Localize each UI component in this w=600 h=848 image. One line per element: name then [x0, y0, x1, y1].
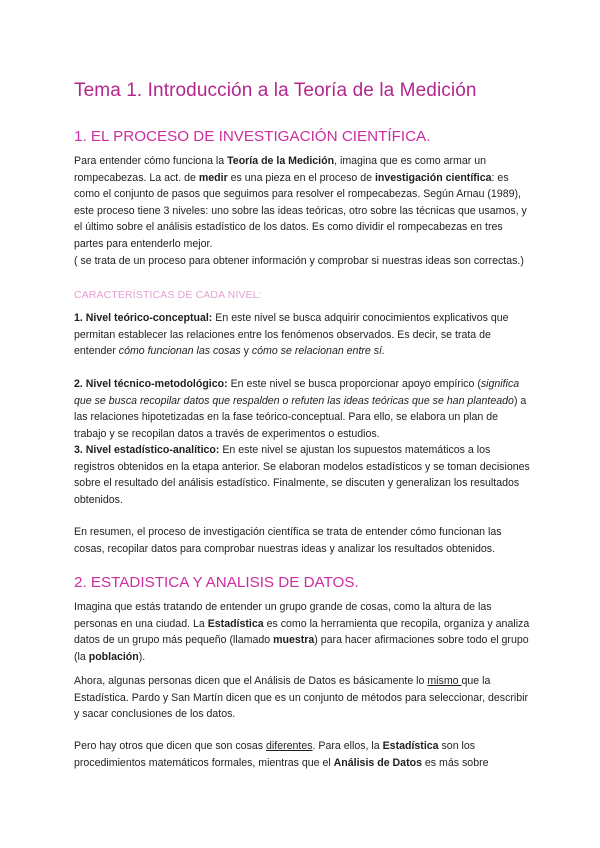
section-2-paragraph-3: Pero hay otros que dicen que son cosas diferentes. Para ellos, la Estadística son los procedimientos matemáticos formales, mientras que el Análisis de Datos es más sobre [74, 740, 489, 769]
page-title: Tema 1. Introducción a la Teoría de la Medición [74, 80, 477, 101]
level-1-label: 1. Nivel teórico-conceptual: [74, 312, 213, 324]
section-1-heading: 1. EL PROCESO DE INVESTIGACIÓN CIENTÍFICA. [74, 128, 431, 145]
section-2-paragraph-1: Imagina que estás tratando de entender un grupo grande de cosas, como la altura de las personas en una ciudad. La Estadística es como la herramienta que recopila, organiza y analiza datos de un grupo más pequeño (llamado muestra) para hacer afirmaciones sobre todo el grupo (la población). [74, 601, 530, 663]
summary-paragraph: En resumen, el proceso de investigación científica se trata de entender cómo funcionan las cosas, recopilar datos para comprobar nuestras ideas y analizar los resultados obtenidos. [74, 526, 502, 555]
level-2-paragraph: 2. Nivel técnico-metodológico: En este nivel se busca proporcionar apoyo empírico (significa que se busca recopilar datos que respalden o refuten las ideas teóricas que se han planteado) a las relaciones hipotetizadas en la fase teórico-conceptual. Para ello, se elabora un plan de trabajo y se recopilan datos a través de experimentos o estudios. [74, 378, 527, 440]
levels-subheading: CARACTERÍSTICAS DE CADA NIVEL: [74, 290, 262, 301]
section-1-intro [74, 153, 530, 269]
intro-paragraph: Para entender cómo funciona la Teoría de la Medición, imagina que es como armar un rompecabezas. La act. de medir es una pieza en el proceso de investigación científica: es como el conjunto de pasos que seguimos para resolver el rompecabezas. Según Arnau (1989), este proceso tiene 3 niveles: uno sobre las ideas teóricas, otro sobre las técnicas que usamos, y el último sobre el análisis estadístico de los datos. Es como dividir el rompecabezas en tres partes para entenderlo mejor. [74, 155, 527, 250]
level-3-label: 3. Nivel estadístico-analítico: [74, 444, 220, 456]
level-1-paragraph: 1. Nivel teórico-conceptual: En este nivel se busca adquirir conocimientos explicativos que permitan establecer las relaciones entre los fenómenos observados. Es decir, se trata de entender cómo funcionan las cosas y cómo se relacionan entre sí. [74, 312, 509, 358]
section-2-paragraph-2: Ahora, algunas personas dicen que el Análisis de Datos es básicamente lo mismo que la Estadística. Pardo y San Martín dicen que es un conjunto de métodos para seleccionar, describir y sacar conclusiones de los datos. [74, 675, 529, 721]
section-2-heading: 2. ESTADISTICA Y ANALISIS DE DATOS. [74, 574, 359, 591]
level-2-label: 2. Nivel técnico-metodológico: [74, 378, 228, 390]
intro-note: ( se trata de un proceso para obtener información y comprobar si nuestras ideas son correctas.) [74, 254, 524, 267]
level-3-paragraph: 3. Nivel estadístico-analítico: En este nivel se ajustan los supuestos matemáticos a los registros obtenidos en la etapa anterior. Se elaboran modelos estadísticos y se toman decisiones sobre el resultado del análisis estadístico. Finalmente, se discuten y generalizan los resultados obtenidos. [74, 444, 530, 506]
